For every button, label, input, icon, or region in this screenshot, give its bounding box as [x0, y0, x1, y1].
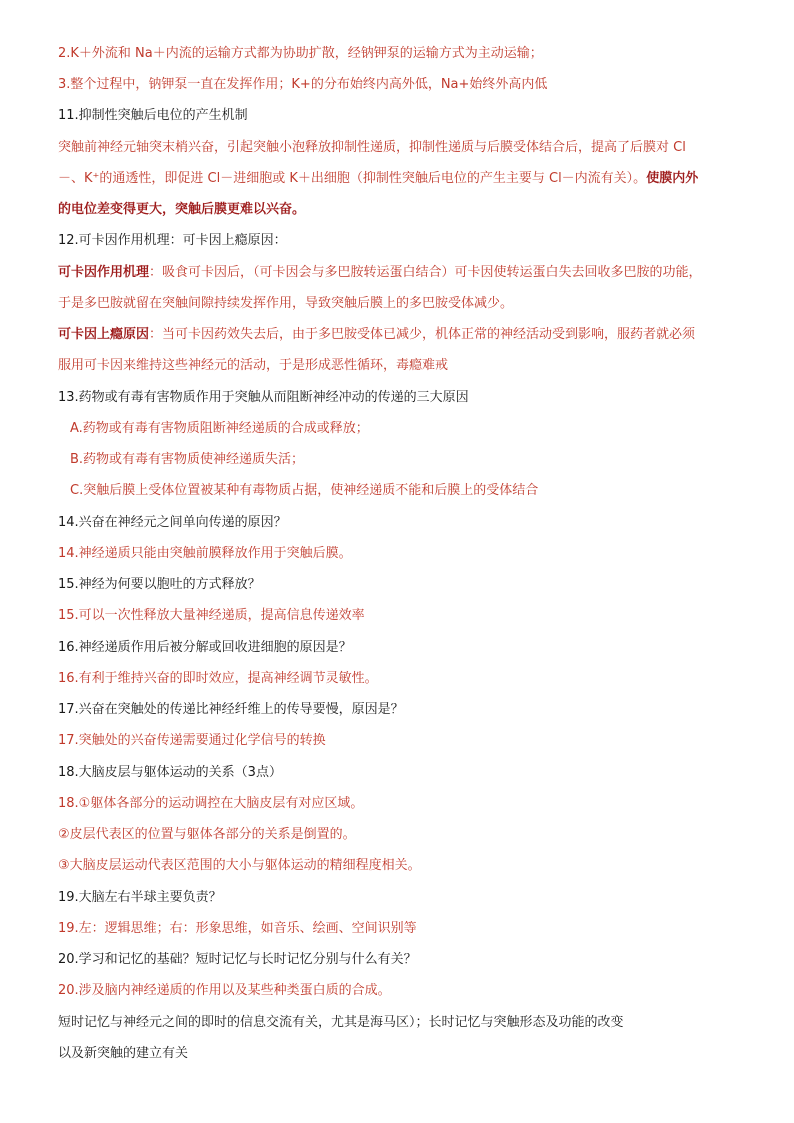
answer-line: 15.可以一次性释放大量神经递质，提高信息传递效率 [58, 608, 365, 623]
answer-line: 20.涉及脑内神经递质的作用以及某些种类蛋白质的合成。 [58, 983, 391, 998]
section-heading: 13.药物或有毒有害物质作用于突触从而阻断神经冲动的传递的三大原因 [58, 390, 469, 405]
question-line: 19.大脑左右半球主要负责？ [58, 890, 222, 905]
question-line: 15.神经为何要以胞吐的方式释放？ [58, 577, 261, 592]
question-line: 16.神经递质作用后被分解或回收进细胞的原因是？ [58, 640, 352, 655]
text-line: 短时记忆与神经元之间的即时的信息交流有关，尤其是海马区）；长时记忆与突触形态及功能的改变 [58, 1015, 624, 1030]
question-line: 17.兴奋在突触处的传递比神经纤维上的传导要慢，原因是？ [58, 702, 404, 717]
emphasis-text: 使膜内外 [646, 171, 699, 186]
emphasis-text: 可卡因作用机理 [58, 265, 150, 280]
text-line: 服用可卡因来维持这些神经元的活动，于是形成恶性循环，毒瘾难戒 [58, 358, 449, 373]
section-heading: 11.抑制性突触后电位的产生机制 [58, 108, 248, 123]
list-item: B.药物或有毒有害物质使神经递质失活； [70, 452, 305, 467]
answer-line: 18.①躯体各部分的运动调控在大脑皮层有对应区域。 [58, 796, 364, 811]
text-line [58, 169, 698, 189]
text-line [58, 325, 695, 345]
question-line: 20.学习和记忆的基础？短时记忆与长时记忆分别与什么有关？ [58, 952, 417, 967]
answer-line: 16.有利于维持兴奋的即时效应，提高神经调节灵敏性。 [58, 671, 378, 686]
text-line [58, 263, 702, 283]
text-line: 3.整个过程中，钠钾泵一直在发挥作用；K+的分布始终内高外低，Na+始终外高内低 [58, 77, 548, 92]
text-line: 突触前神经元轴突末梢兴奋，引起突触小泡释放抑制性递质，抑制性递质与后膜受体结合后，提高了后膜对 Cl [58, 140, 686, 155]
list-item: C.突触后膜上受体位置被某种有毒物质占据，使神经递质不能和后膜上的受体结合 [70, 483, 539, 498]
text-span: ：当可卡因药效失去后，由于多巴胺受体已减少，机体正常的神经活动受到影响，服药者就必须 [149, 327, 696, 342]
answer-line: ②皮层代表区的位置与躯体各部分的关系是倒置的。 [58, 827, 356, 842]
answer-line: 19.左：逻辑思维；右：形象思维，如音乐、绘画、空间识别等 [58, 921, 417, 936]
answer-line: 14.神经递质只能由突触前膜释放作用于突触后膜。 [58, 546, 352, 561]
emphasis-text: 可卡因上瘾原因 [58, 327, 150, 342]
text-span: ：吸食可卡因后，（可卡因会与多巴胺转运蛋白结合）可卡因使转运蛋白失去回收多巴胺的功能， [149, 265, 702, 280]
question-line: 14.兴奋在神经元之间单向传递的原因？ [58, 515, 287, 530]
answer-line: 17.突触处的兴奋传递需要通过化学信号的转换 [58, 733, 326, 748]
emphasis-line: 的电位差变得更大，突触后膜更难以兴奋。 [58, 202, 306, 217]
answer-line: ③大脑皮层运动代表区范围的大小与躯体运动的精细程度相关。 [58, 858, 421, 873]
text-line: 2.K＋外流和 Na＋内流的运输方式都为协助扩散，经钠钾泵的运输方式为主动运输； [58, 46, 543, 61]
list-item: A.药物或有毒有害物质阻断神经递质的合成或释放； [70, 421, 369, 436]
text-line: 于是多巴胺就留在突触间隙持续发挥作用，导致突触后膜上的多巴胺受体减少。 [58, 296, 514, 311]
question-line: 18.大脑皮层与躯体运动的关系（3点） [58, 765, 282, 780]
text-span: －、K⁺的通透性，即促进 Cl－进细胞或 K＋出细胞（抑制性突触后电位的产生主要与 Cl－内流有关）。 [58, 171, 647, 186]
text-line: 以及新突触的建立有关 [58, 1046, 189, 1061]
section-heading: 12.可卡因作用机理：可卡因上瘾原因： [58, 233, 287, 248]
